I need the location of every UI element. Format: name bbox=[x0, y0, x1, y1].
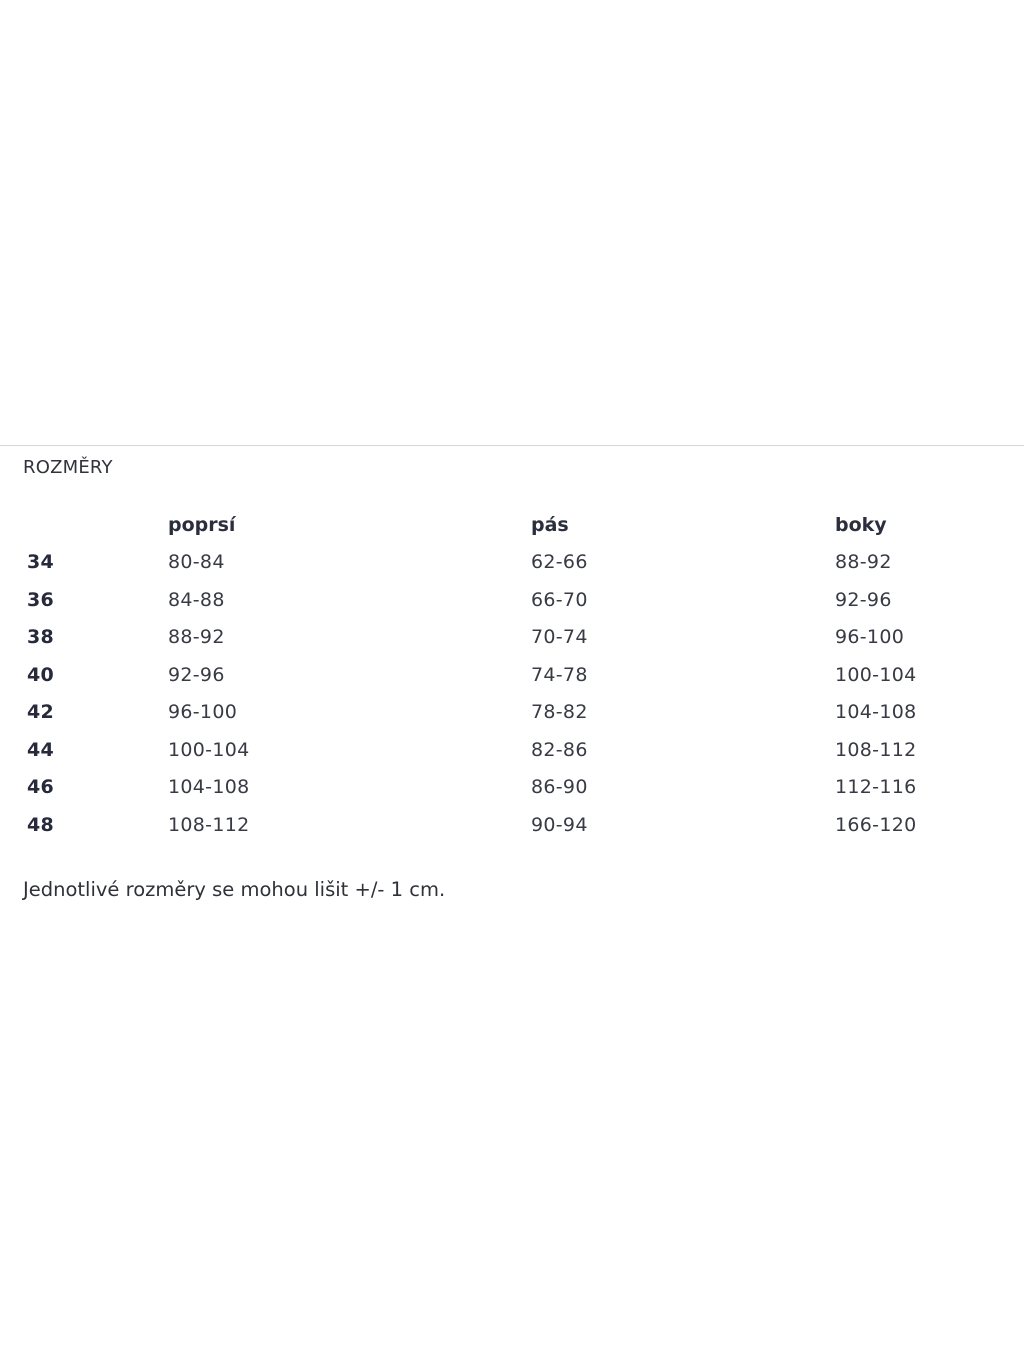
table-row bbox=[0, 656, 1024, 694]
bust-cell: 84-88 bbox=[168, 588, 225, 611]
hips-cell: 104-108 bbox=[835, 701, 917, 724]
size-cell: 44 bbox=[27, 738, 55, 761]
size-tolerance-note: Jednotlivé rozměry se mohou lišit +/- 1 cm. bbox=[23, 878, 446, 901]
section-divider bbox=[0, 445, 1024, 446]
table-row bbox=[0, 769, 1024, 807]
hips-cell: 96-100 bbox=[835, 626, 905, 649]
table-header-row bbox=[0, 506, 1024, 544]
table-row bbox=[0, 581, 1024, 619]
bust-cell: 88-92 bbox=[168, 626, 225, 649]
hips-cell: 100-104 bbox=[835, 663, 917, 686]
waist-cell: 70-74 bbox=[531, 626, 588, 649]
size-cell: 36 bbox=[27, 588, 55, 611]
header-size bbox=[0, 506, 168, 544]
table-row bbox=[0, 806, 1024, 844]
bust-cell: 108-112 bbox=[168, 813, 250, 836]
bust-cell: 96-100 bbox=[168, 701, 238, 724]
waist-cell: 62-66 bbox=[531, 551, 588, 574]
waist-cell: 82-86 bbox=[531, 738, 588, 761]
waist-cell: 78-82 bbox=[531, 701, 588, 724]
waist-cell: 74-78 bbox=[531, 663, 588, 686]
section-title: ROZMĚRY bbox=[23, 457, 113, 478]
bust-cell: 92-96 bbox=[168, 663, 225, 686]
header-bust: poprsí bbox=[168, 513, 236, 536]
table-row bbox=[0, 694, 1024, 732]
size-cell: 38 bbox=[27, 626, 55, 649]
hips-cell: 108-112 bbox=[835, 738, 917, 761]
bust-cell: 104-108 bbox=[168, 776, 250, 799]
header-waist: pás bbox=[531, 513, 569, 536]
waist-cell: 90-94 bbox=[531, 813, 588, 836]
size-cell: 40 bbox=[27, 663, 55, 686]
size-cell: 46 bbox=[27, 776, 55, 799]
hips-cell: 92-96 bbox=[835, 588, 892, 611]
size-cell: 42 bbox=[27, 701, 55, 724]
size-cell: 34 bbox=[27, 551, 55, 574]
size-cell: 48 bbox=[27, 813, 55, 836]
waist-cell: 86-90 bbox=[531, 776, 588, 799]
table-row bbox=[0, 619, 1024, 657]
hips-cell: 88-92 bbox=[835, 551, 892, 574]
hips-cell: 112-116 bbox=[835, 776, 917, 799]
hips-cell: 166-120 bbox=[835, 813, 917, 836]
size-table bbox=[0, 506, 1024, 844]
table-row bbox=[0, 544, 1024, 582]
header-hips: boky bbox=[835, 513, 887, 536]
table-row bbox=[0, 731, 1024, 769]
bust-cell: 100-104 bbox=[168, 738, 250, 761]
waist-cell: 66-70 bbox=[531, 588, 588, 611]
bust-cell: 80-84 bbox=[168, 551, 225, 574]
